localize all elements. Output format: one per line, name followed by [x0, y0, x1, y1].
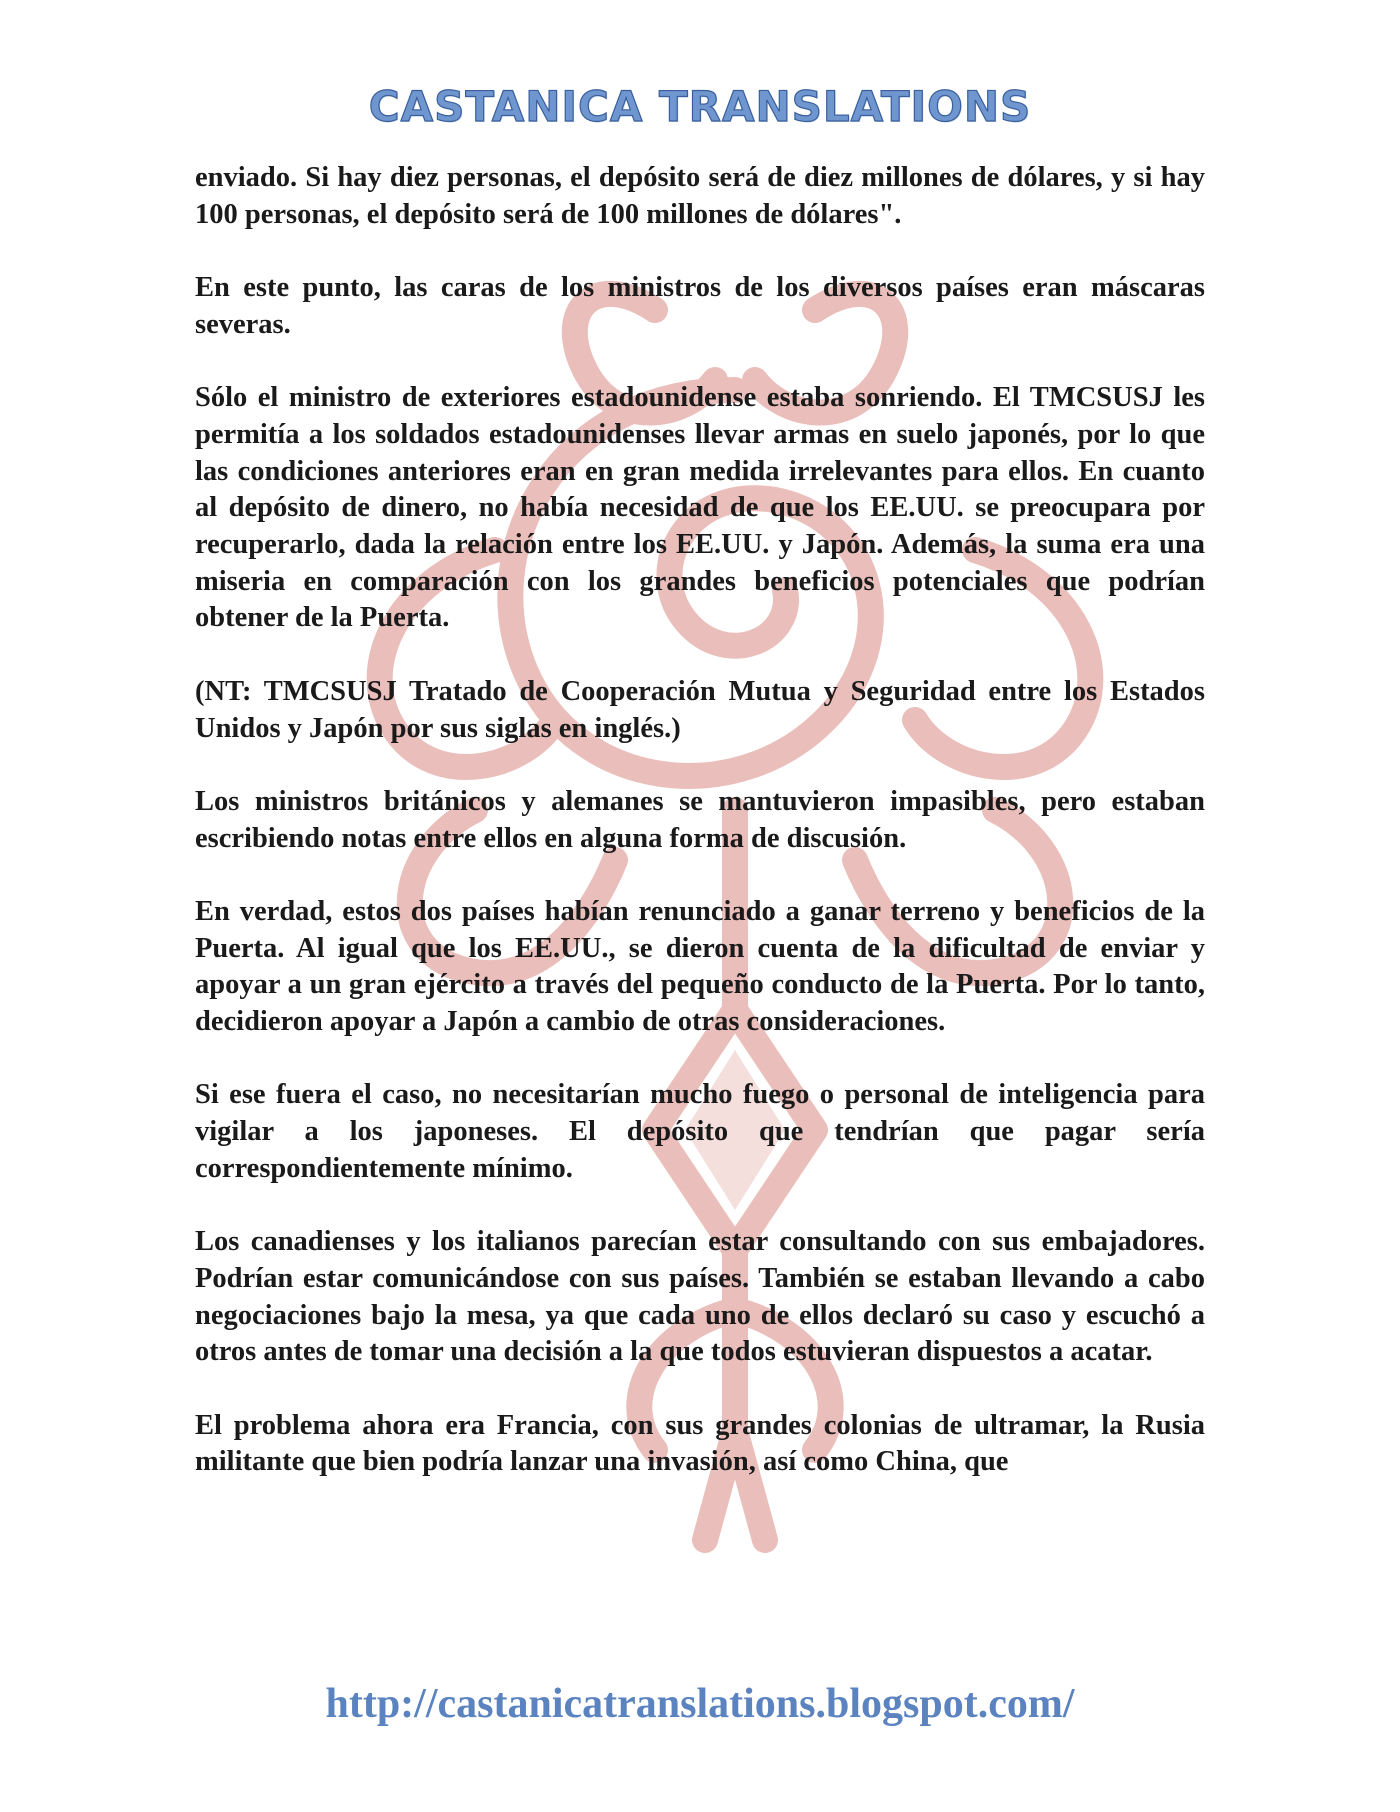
paragraph: enviado. Si hay diez personas, el depósito será de diez millones de dólares, y si hay 100 personas, el depósito será de 100 millones de dólares". — [195, 162, 1205, 230]
paragraph: Si ese fuera el caso, no necesitarían mucho fuego o personal de inteligencia para vigilar a los japoneses. El depósito que tendrían que pagar sería correspondientemente mínimo. — [195, 1079, 1205, 1184]
paragraph: En este punto, las caras de los ministros de los diversos países eran máscaras severas. — [195, 272, 1205, 340]
paragraph: Los ministros británicos y alemanes se mantuvieron impasibles, pero estaban escribiendo notas entre ellos en alguna forma de discusión. — [195, 785, 1205, 854]
paragraph: Sólo el ministro de exteriores estadounidense estaba sonriendo. El TMCSUSJ les permitía a los soldados estadounidenses llevar armas en suelo japonés, por lo que las condiciones anteriores eran en gran medida irrelevantes para ellos. En cuanto al depósito de dinero, no había necesidad de que los EE.UU. se preocupara por recuperarlo, dada la relación entre los EE.UU. y Japón. Además, la suma era una miseria en comparación con los grandes beneficios potenciales que podrían obtener de la Puerta. — [195, 382, 1205, 634]
document-body — [195, 160, 1205, 1481]
paragraph: (NT: TMCSUSJ Tratado de Cooperación Mutua y Seguridad entre los Estados Unidos y Japón por sus siglas en inglés.) — [195, 675, 1205, 744]
paragraph: El problema ahora era Francia, con sus grandes colonias de ultramar, la Rusia militante que bien podría lanzar una invasión, así como China, que — [195, 1409, 1205, 1478]
site-title: CASTANICA TRANSLATIONS — [368, 82, 1032, 131]
footer-url-link[interactable]: http://castanicatranslations.blogspot.com/ — [325, 1681, 1075, 1727]
paragraph: Los canadienses y los italianos parecían estar consultando con sus embajadores. Podrían estar comunicándose con sus países. También se estaban llevando a cabo negociaciones bajo la mesa, ya que cada uno de ellos declaró su caso y escuchó a otros antes de tomar una decisión a la que todos estuvieran dispuestos a acatar. — [195, 1226, 1205, 1368]
paragraph: En verdad, estos dos países habían renunciado a ganar terreno y beneficios de la Puerta. Al igual que los EE.UU., se dieron cuenta de la dificultad de enviar y apoyar a un gran ejército a través del pequeño conducto de la Puerta. Por lo tanto, decidieron apoyar a Japón a cambio de otras consideraciones. — [195, 895, 1205, 1038]
